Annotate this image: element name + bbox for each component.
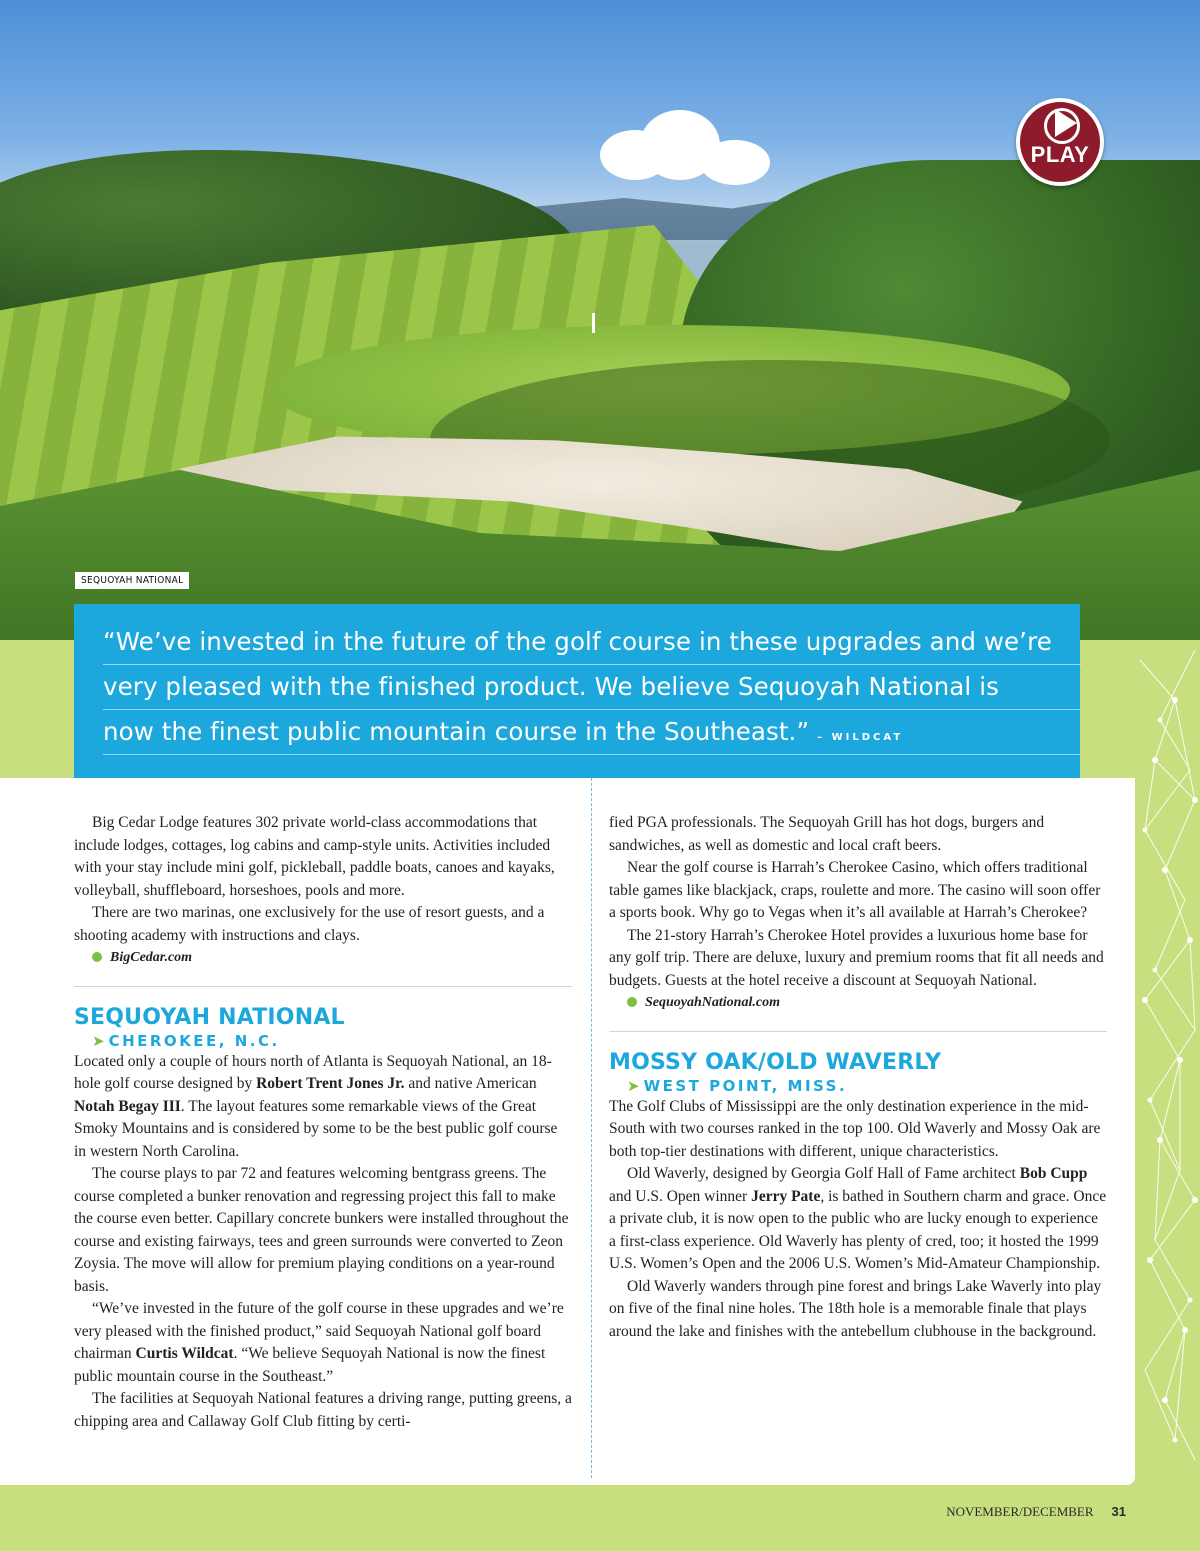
paragraph <box>74 1051 572 1164</box>
section-title: SEQUOYAH NATIONAL <box>74 1004 345 1030</box>
paragraph <box>609 1163 1107 1276</box>
column-divider <box>591 778 592 1478</box>
pull-quote-line <box>103 710 1081 755</box>
person-name: Notah Begay III <box>74 1097 181 1115</box>
pull-quote-line: very pleased with the finished product. We believe Sequoyah National is <box>103 665 1081 710</box>
bullet-dot-icon <box>627 997 637 1007</box>
section-location <box>74 1031 572 1051</box>
section-location <box>609 1076 1107 1096</box>
photo-caption: SEQUOYAH NATIONAL <box>75 572 189 589</box>
paragraph <box>74 1298 572 1388</box>
column-left <box>74 812 572 1433</box>
pull-quote-attribution: – WILDCAT <box>817 732 904 743</box>
paragraph: Near the golf course is Harrah’s Cherokee Casino, which offers traditional table games like blackjack, craps, roulette and more. The casino will soon offer a sports book. Why go to Vegas when it’s all available at Harrah’s Cherokee? <box>609 859 1101 921</box>
text-run: and U.S. Open winner <box>609 1187 752 1205</box>
column-right <box>609 812 1107 1343</box>
section-rule <box>609 1031 1107 1032</box>
paragraph: The facilities at Sequoyah National features a driving range, putting greens, a chipping area and Callaway Golf Club fitting by certi- <box>74 1390 572 1430</box>
location-text: CHEROKEE, N.C. <box>108 1031 280 1050</box>
page-number: 31 <box>1111 1504 1126 1519</box>
website-link[interactable] <box>74 947 572 970</box>
cloud <box>700 140 770 185</box>
text-run: and native American <box>404 1075 537 1092</box>
arrow-icon: ➤ <box>92 1031 105 1050</box>
text-run: , is bathed in Southern charm and grace. Once a private club, it is now open to the public who are lucky enough to experience a first-class experience. Old Waverly has plenty of cred, too; it hosted the 1999 U.S. Women’s Open and the 2006 U.S. Women’s Mid-Amateur Championship. <box>609 1187 1107 1272</box>
paragraph: Old Waverly wanders through pine forest and brings Lake Waverly into play on five of the final nine holes. The 18th hole is a memorable finale that plays around the lake and finishes with the antebellum clubhouse in the background. <box>609 1277 1102 1340</box>
play-video-button[interactable] <box>1016 98 1104 186</box>
text-run: “We’ve invested in the future of the golf course in these upgrades and we’re very pleased with the finished product,” said Sequoyah National golf board chairman <box>74 1300 564 1362</box>
arrow-icon: ➤ <box>627 1076 640 1095</box>
play-label: PLAY <box>1030 142 1090 167</box>
text-run: . “We believe Sequoyah National is now the finest public mountain course in the Southeast.” <box>74 1345 546 1385</box>
text-run: Located only a couple of hours north of Atlanta is Sequoyah National, an 18-hole golf course designed by <box>74 1052 552 1092</box>
section-rule <box>74 986 572 987</box>
location-text: WEST POINT, MISS. <box>643 1076 848 1095</box>
person-name: Robert Trent Jones Jr. <box>256 1075 405 1092</box>
play-ring <box>1044 108 1080 144</box>
pull-quote-text: now the finest public mountain course in the Southeast.” <box>103 717 810 746</box>
paragraph: fied PGA professionals. The Sequoyah Grill has hot dogs, burgers and sandwiches, as well as domestic and local craft beers. <box>609 814 1045 854</box>
hero-photo <box>0 0 1200 640</box>
pull-quote-line: “We’ve invested in the future of the golf course in these upgrades and we’re <box>103 620 1081 665</box>
text-run: Old Waverly, designed by Georgia Golf Hall of Fame architect <box>627 1165 1020 1182</box>
bullet-dot-icon <box>92 952 102 962</box>
website-link[interactable] <box>609 992 1107 1015</box>
section-title: MOSSY OAK/OLD WAVERLY <box>609 1049 942 1075</box>
link-text[interactable]: BigCedar.com <box>110 950 193 965</box>
paragraph: The 21-story Harrah’s Cherokee Hotel provides a luxurious home base for any golf trip. There are deluxe, luxury and premium rooms that fit all needs and budgets. Guests at the hotel receive a discount at Sequoyah National. <box>609 926 1104 989</box>
person-name: Jerry Pate <box>751 1187 821 1205</box>
text-run: . The layout features some remarkable views of the Great Smoky Mountains and is considered by some to be the best public golf course in western North Carolina. <box>74 1097 558 1160</box>
issue-date: NOVEMBER/DECEMBER <box>946 1504 1094 1519</box>
person-name: Curtis Wildcat <box>135 1345 234 1362</box>
person-name: Bob Cupp <box>1019 1165 1088 1182</box>
paragraph: The Golf Clubs of Mississippi are the only destination experience in the mid-South with two courses ranked in the top 100. Old Waverly and Mossy Oak are both top-tier destinations with different, unique characteristics. <box>609 1097 1101 1160</box>
article-body <box>0 778 1135 1485</box>
flagstick <box>592 313 595 333</box>
network-graphic <box>1135 640 1200 1490</box>
paragraph: The course plays to par 72 and features welcoming bentgrass greens. The course completed a bunker renovation and regressing project this fall to make the course even better. Capillary concrete bunkers were installed throughout the course and existing fairways, tees and green surrounds were converted to Zeon Zoysia. The move will allow for premium playing conditions on a year-round basis. <box>74 1165 569 1295</box>
paragraph: Big Cedar Lodge features 302 private world-class accommodations that include lodges, cottages, log cabins and camp-style units. Activities included with your stay include mini golf, pickleball, paddle boats, canoes and kayaks, volleyball, shuffleboard, horseshoes, pools and more. <box>74 814 555 899</box>
pull-quote <box>74 604 1080 778</box>
paragraph: There are two marinas, one exclusively for the use of resort guests, and a shooting academy with instructions and clays. <box>74 904 545 944</box>
page-folio <box>946 1504 1126 1520</box>
link-text[interactable]: SequoyahNational.com <box>645 995 780 1010</box>
